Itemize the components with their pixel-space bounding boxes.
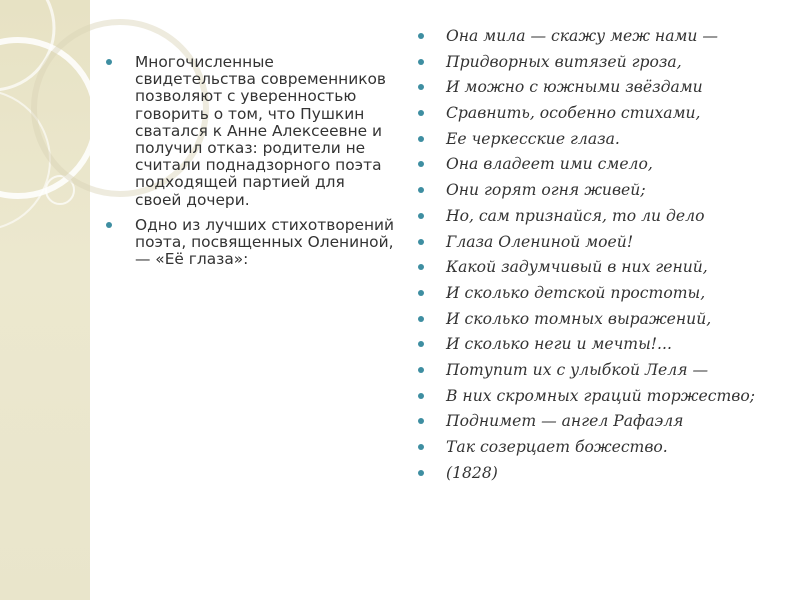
poem-line [418, 465, 788, 482]
poem-line-text: Глаза Олениной моей! [446, 232, 634, 251]
poem-line [418, 208, 788, 225]
poem-line-text: И можно с южными звёздами [446, 78, 703, 97]
bullet-dot-icon [418, 213, 424, 219]
intro-paragraph [105, 217, 395, 269]
bullet-dot-icon [418, 239, 424, 245]
intro-paragraph [105, 54, 395, 209]
bullet-dot-icon [418, 418, 424, 424]
poem-line-text: И сколько неги и мечты!... [446, 335, 672, 354]
decorative-side-band [0, 0, 90, 600]
poem-line [418, 79, 788, 96]
bullet-dot-icon [418, 316, 424, 322]
bullet-dot-icon [106, 59, 112, 65]
poem-line [418, 413, 788, 430]
poem-line [418, 388, 788, 405]
poem-line-text: Поднимет — ангел Рафаэля [446, 412, 684, 431]
bullet-dot-icon [418, 187, 424, 193]
intro-bullet-list [105, 54, 395, 268]
bullet-dot-icon [418, 444, 424, 450]
bullet-dot-icon [418, 341, 424, 347]
bullet-dot-icon [418, 161, 424, 167]
paragraph-text: Одно из лучших стихотворений поэта, посвященных Олениной, — «Её глаза»: [135, 215, 395, 269]
poem-line [418, 54, 788, 71]
bullet-dot-icon [418, 59, 424, 65]
poem-line [418, 182, 788, 199]
poem-line-text: Она мила — скажу меж нами — [446, 27, 719, 45]
poem-line [418, 234, 788, 251]
bullet-dot-icon [418, 33, 424, 39]
poem-line [418, 311, 788, 328]
poem-line-text: И сколько детской простоты, [446, 283, 706, 302]
poem-lines-list [418, 28, 788, 481]
poem-line-text: Она владеет ими смело, [446, 155, 653, 174]
poem-line [418, 336, 788, 353]
poem-line [418, 439, 788, 456]
poem-line-text: Потупит их с улыбкой Леля — [446, 360, 709, 379]
poem-line [418, 362, 788, 379]
poem-line-text: Но, сам признайся, то ли дело [446, 206, 705, 225]
poem-line [418, 259, 788, 276]
bullet-dot-icon [418, 290, 424, 296]
bullet-dot-icon [418, 84, 424, 90]
poem-line [418, 105, 788, 122]
poem-line-text: В них скромных граций торжество; [446, 386, 755, 405]
intro-text-column [105, 54, 395, 276]
bullet-dot-icon [418, 136, 424, 142]
poem-line-text: Какой задумчивый в них гений, [446, 258, 708, 277]
poem-line-text: Они горят огня живей; [446, 181, 646, 200]
poem-line-text: И сколько томных выражений, [446, 309, 712, 328]
bullet-dot-icon [418, 470, 424, 476]
bullet-dot-icon [418, 110, 424, 116]
bullet-dot-icon [418, 367, 424, 373]
poem-line-text: Так созерцает божество. [446, 438, 668, 456]
poem-line [418, 28, 788, 45]
poem-line [418, 156, 788, 173]
poem-line-text: Ее черкесские глаза. [446, 129, 620, 148]
bullet-dot-icon [418, 264, 424, 270]
poem-line-text: (1828) [446, 463, 498, 482]
poem-line-text: Придворных витязей гроза, [446, 52, 682, 71]
poem-line-text: Сравнить, особенно стихами, [446, 104, 701, 123]
bullet-dot-icon [418, 393, 424, 399]
poem-line [418, 285, 788, 302]
paragraph-text: Многочисленные свидетельства современников позволяют с уверенностью говорить о том, что Пушкин сватался к Анне Алексеевне и получил отказ: родители не считали поднадзорного поэта подходящей партией для своей дочери. [135, 53, 386, 209]
poem-line [418, 131, 788, 148]
poem-column [418, 28, 788, 490]
bullet-dot-icon [106, 222, 112, 228]
